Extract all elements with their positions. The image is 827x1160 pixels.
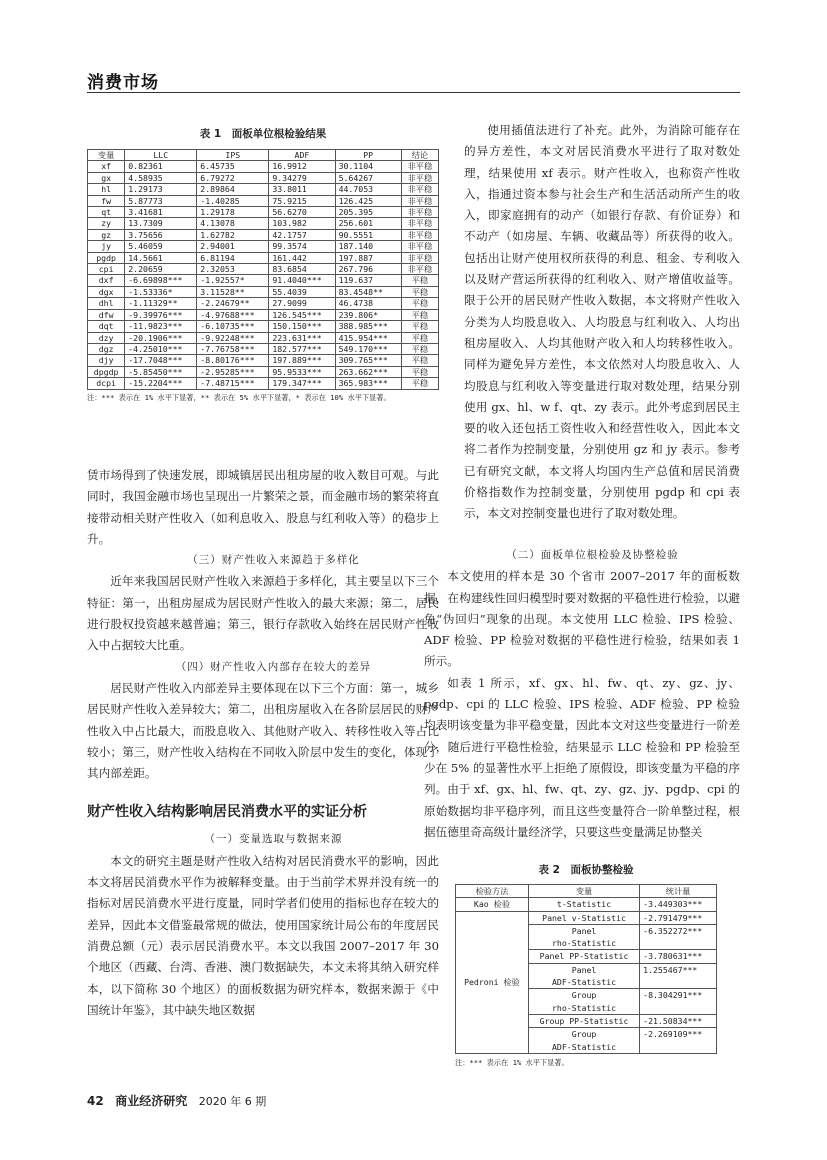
table-cell: 平稳 [401, 378, 438, 389]
table-cell-line: Panel v-Statistic [542, 912, 626, 923]
table-cell: -6.69898*** [125, 275, 197, 286]
table-cell: dqt [88, 321, 125, 332]
table-cell: dzy [88, 332, 125, 343]
table-cell: 388.985*** [335, 321, 401, 332]
table-cell: 非平稳 [401, 161, 438, 172]
table-cell: 2.94001 [197, 241, 269, 252]
table-row [88, 275, 439, 286]
table-cell: 13.7309 [125, 218, 197, 229]
table-cell: 126.425 [335, 195, 401, 206]
table-row [88, 195, 439, 206]
table-cell: 415.954*** [335, 332, 401, 343]
table-cell: 非平稳 [401, 229, 438, 240]
table-cell: 179.347*** [269, 378, 335, 389]
table-cell [528, 950, 639, 963]
left-paragraph-4: 本文的研究主题是财产性收入结构对居民消费水平的影响，因此本文将居民消费水平作为被解释变量。由于当前学术界并没有统一的指标对居民消费水平进行度量，同时学者们使用的指标也存在较大的差异，因此本文借鉴最常规的做法，使用国家统计局公布的年度居民消费总额（元）表示居民消费水平。本文以我国 2007–2017 年 30 个地区（西藏、台湾、香港、澳门数据缺失，本文未将其纳入研究样本，以下简称 30 个地区）的面板数据为研究样本，数据来源于《中国统计年鉴》，其中缺失地区数据 [87, 853, 439, 1017]
table-cell: 56.6270 [269, 207, 335, 218]
table-cell: 非平稳 [401, 241, 438, 252]
table1-header-cell: 变量 [88, 150, 125, 161]
table-cell: 5.64267 [335, 172, 401, 183]
table-cell: dgx [88, 286, 125, 297]
table-row [88, 218, 439, 229]
table-cell: 6.79272 [197, 172, 269, 183]
table-cell: 91.4040*** [269, 275, 335, 286]
table-cell: 平稳 [401, 343, 438, 354]
page-footer [87, 1092, 266, 1109]
table1-header-cell: IPS [197, 150, 269, 161]
table-cell: 161.442 [269, 252, 335, 263]
table-cell: 1.29178 [197, 207, 269, 218]
table-cell: 2.20659 [125, 264, 197, 275]
table-cell: 55.4039 [269, 286, 335, 297]
table-cell: 平稳 [401, 286, 438, 297]
table-row [88, 378, 439, 389]
table-cell: dgz [88, 343, 125, 354]
table1-block [87, 126, 439, 403]
table-cell [528, 924, 639, 950]
left-paragraph-3: 居民财产性收入内部差异主要体现在以下三个方面：第一，城乡居民财产性收入差异较大；第二，出租房屋收入在各阶层居民的财产性收入中占比最大，而股息收入、其他财产收入、转移性收入等占比较小；第三，财产性收入结构在不同收入阶层中发生的变化，体现了其内部差距。 [87, 680, 439, 781]
table-cell: 3.75656 [125, 229, 197, 240]
table-cell: 4.13078 [197, 218, 269, 229]
table-row [88, 343, 439, 354]
table-row [88, 172, 439, 183]
table-cell-line: rho-Statistic [552, 938, 617, 949]
table-cell: 365.983*** [335, 378, 401, 389]
left-paragraph-1: 赁市场得到了快速发展，即城镇居民出租房屋的收入数目可观。与此同时，我国金融市场也呈现出一片繁荣之景，而金融市场的繁荣将直接带动相关财产性收入（如利息收入、股息与红利收入等）的稳步上升。 [87, 468, 439, 546]
table-cell: dxf [88, 275, 125, 286]
table-cell: 平稳 [401, 355, 438, 366]
table-row [88, 309, 439, 320]
table2 [455, 884, 717, 1054]
table-cell: 309.765*** [335, 355, 401, 366]
table-cell: Kao 检验 [456, 898, 529, 911]
subheading-2: （二）面板单位根检验及协整检验 [506, 549, 679, 561]
table-cell: zy [88, 218, 125, 229]
subheading-5: （一）变量选取与数据来源 [204, 833, 343, 846]
table-cell: -2.24679** [197, 298, 269, 309]
table-cell: 99.3574 [269, 241, 335, 252]
table-cell-line: ADF-Statistic [552, 977, 617, 988]
right-paragraph-3: 如表 1 所示，xf、gx、hl、fw、qt、zy、gz、jy、pgdp、cpi 的 LLC 检验、IPS 检验、ADF 检验、PP 检验均表明该变量为非平稳变量，因此本文对这些变量进行一阶差分，随后进行平稳性检验，结果显示 LLC 检验和 PP 检验至少在 5% 的显著性水平上拒绝了原假设，即该变量为平稳的序列。由于 xf、gx、hl、fw、qt、zy、gz、jy、pgdp、cpi 的原始数据均非平稳序列，而且这些变量符合一阶单整过程，根据伍德里奇高级计量经济学，只要这些变量满足协整关 [424, 675, 740, 839]
table-cell: 1.29173 [125, 184, 197, 195]
table-cell: -4.97688*** [197, 309, 269, 320]
table-cell: 0.82361 [125, 161, 197, 172]
table-cell: -9.92248*** [197, 332, 269, 343]
table-cell: -9.39976*** [125, 309, 197, 320]
table1 [87, 149, 439, 390]
table-cell: 83.4548** [335, 286, 401, 297]
table-row [88, 207, 439, 218]
table-cell: 30.1104 [335, 161, 401, 172]
table-cell: 95.9533*** [269, 366, 335, 377]
table-cell [528, 911, 639, 924]
table-cell: 14.5661 [125, 252, 197, 263]
table-row [456, 898, 717, 911]
table-cell: -2.791479*** [640, 911, 717, 924]
table-cell: -5.85450*** [125, 366, 197, 377]
table-cell: -4.25010*** [125, 343, 197, 354]
table2-header-method: 检验方法 [456, 885, 529, 898]
table-cell: 平稳 [401, 366, 438, 377]
table-cell: 9.34279 [269, 172, 335, 183]
table-cell: dcpi [88, 378, 125, 389]
table-cell: 非平稳 [401, 264, 438, 275]
table1-header-cell: 结论 [401, 150, 438, 161]
table-cell: -1.40285 [197, 195, 269, 206]
table-cell [528, 1028, 639, 1054]
table-row [88, 355, 439, 366]
table-cell: jy [88, 241, 125, 252]
left-column [87, 465, 439, 1021]
table-cell: 187.140 [335, 241, 401, 252]
table1-header-cell: LLC [125, 150, 197, 161]
header-rule [87, 92, 740, 93]
table-cell: 256.601 [335, 218, 401, 229]
table-cell: 非平稳 [401, 172, 438, 183]
table-cell: gz [88, 229, 125, 240]
table-cell: -7.48715*** [197, 378, 269, 389]
table-cell: 83.6854 [269, 264, 335, 275]
table-row [88, 184, 439, 195]
table-cell: 5.46059 [125, 241, 197, 252]
table-cell: 非平稳 [401, 195, 438, 206]
table-cell: 6.81194 [197, 252, 269, 263]
table-cell: hl [88, 184, 125, 195]
right-column-lower [424, 545, 740, 843]
table-cell: gx [88, 172, 125, 183]
table-cell: 1.255467*** [640, 963, 717, 989]
table-row [88, 229, 439, 240]
table-cell: 223.631*** [269, 332, 335, 343]
table-cell: -2.269109*** [640, 1028, 717, 1054]
table-cell: -3.780631*** [640, 950, 717, 963]
table-cell: 非平稳 [401, 218, 438, 229]
table2-header-variable: 变量 [528, 885, 639, 898]
table-cell: dpgdp [88, 366, 125, 377]
table-cell: 27.9099 [269, 298, 335, 309]
table-cell: 1.62782 [197, 229, 269, 240]
table-cell: 103.982 [269, 218, 335, 229]
table-cell: -2.95285*** [197, 366, 269, 377]
table-cell-line: Panel PP-Statistic [539, 951, 629, 962]
table-cell: -1.53336* [125, 286, 197, 297]
table2-note: 注：*** 表示在 1% 水平下显著。 [455, 1057, 569, 1067]
table-cell [528, 1014, 639, 1027]
table-cell: 非平稳 [401, 252, 438, 263]
table-cell: 4.58935 [125, 172, 197, 183]
table-cell: 549.170*** [335, 343, 401, 354]
table2-caption: 表 2 面板协整检验 [538, 864, 634, 876]
right-paragraph-2: 本文使用的样本是 30 个省市 2007–2017 年的面板数据，在构建线性回归模型时要对数据的平稳性进行检验，以避免“伪回归”现象的出现。本文使用 LLC 检验、IPS 检验、ADF 检验、PP 检验对数据的平稳性进行检验，结果如表 1 所示。 [424, 569, 740, 669]
table-cell: 6.45735 [197, 161, 269, 172]
table-cell: t-Statistic [528, 898, 639, 911]
table-cell: 267.796 [335, 264, 401, 275]
journal-name: 商业经济研究 [115, 1094, 188, 1108]
table-cell: cpi [88, 264, 125, 275]
table-cell: -1.92557* [197, 275, 269, 286]
table-cell: 126.545*** [269, 309, 335, 320]
table-cell-line: Group [571, 990, 597, 1001]
subheading-3: （三）财产性收入来源趋于多样化 [187, 554, 360, 567]
table-cell: -6.352272*** [640, 924, 717, 950]
table-cell: djy [88, 355, 125, 366]
table-row [88, 161, 439, 172]
right-column [464, 120, 740, 525]
table-cell: -7.76758*** [197, 343, 269, 354]
table-cell-line: Group PP-Statistic [539, 1015, 629, 1026]
table-cell: 263.662*** [335, 366, 401, 377]
table-cell: fw [88, 195, 125, 206]
right-paragraph-1: 使用插值法进行了补充。此外，为消除可能存在的异方差性，本文对居民消费水平进行了取对数处理，结果使用 xf 表示。财产性收入，也称资产性收入，指通过资本参与社会生产和生活活动所产生的收入，即家庭拥有的动产（如银行存款、有价证券）和不动产（如房屋、车辆、收藏品等）所获得的收入。包括出让财产使用权所获得的利息、租金、专利收入以及财产营运所获得的红利收入、财产增值收益等。限于公开的居民财产性收入数据，本文将财产性收入分类为人均股息收入、人均股息与红利收入、人均出租房屋收入、人均其他财产收入和人均转移性收入。同样为避免异方差性，本文依然对人均股息收入、人均股息与红利收入等变量进行取对数处理，结果分别使用 gx、hl、w f、qt、zy 表示。此外考虑到居民主要的收入还包括工资性收入和经营性收入，因此本文将二者作为控制变量，分别使用 gz 和 jy 表示。参考已有研究文献，本文将人均国内生产总值和居民消费价格指数作为控制变量，分别使用 pgdp 和 cpi 表示，本文对控制变量也进行了取对数处理。 [464, 123, 740, 521]
table-row [88, 332, 439, 343]
table-cell: 197.889*** [269, 355, 335, 366]
left-paragraph-2: 近年来我国居民财产性收入来源趋于多样化，其主要呈以下三个特征：第一，出租房屋成为居民财产性收入的最大来源；第二，居民进行股权投资越来越普遍；第三，银行存款收入始终在居民财产性收入中占据较大比重。 [87, 574, 439, 653]
section-heading: 财产性收入结构影响居民消费水平的实证分析 [87, 804, 367, 821]
table-cell: qt [88, 207, 125, 218]
page-number: 42 [87, 1094, 104, 1108]
table-cell: -20.1906*** [125, 332, 197, 343]
table-cell-line: Panel [571, 925, 597, 936]
table-cell: 3.11528** [197, 286, 269, 297]
table1-caption: 表 1 面板单位根检验结果 [199, 128, 327, 140]
table-cell: 平稳 [401, 298, 438, 309]
table-cell: -17.7048*** [125, 355, 197, 366]
table-row [88, 321, 439, 332]
table-cell: 2.89864 [197, 184, 269, 195]
table-row [88, 286, 439, 297]
table-cell [528, 989, 639, 1015]
table-row [88, 298, 439, 309]
table-cell: 46.4738 [335, 298, 401, 309]
table-cell-line: rho-Statistic [552, 1002, 617, 1013]
table-cell [528, 963, 639, 989]
table-cell: -1.11329** [125, 298, 197, 309]
table1-header-cell: ADF [269, 150, 335, 161]
table-cell: 5.87773 [125, 195, 197, 206]
table-row [88, 252, 439, 263]
table-cell: dhl [88, 298, 125, 309]
table-cell: -15.2204*** [125, 378, 197, 389]
table-cell: 205.395 [335, 207, 401, 218]
table2-block [455, 862, 717, 1068]
table-cell: 182.577*** [269, 343, 335, 354]
table-cell: -11.9823*** [125, 321, 197, 332]
table-cell: 239.806* [335, 309, 401, 320]
table-cell: 平稳 [401, 309, 438, 320]
table-cell: 平稳 [401, 332, 438, 343]
table-cell: 16.9912 [269, 161, 335, 172]
table-row [88, 264, 439, 275]
table-cell: 90.5551 [335, 229, 401, 240]
table-cell: -3.449303*** [640, 898, 717, 911]
table-cell: Pedroni 检验 [456, 911, 529, 1053]
table-cell-line: ADF-Statistic [552, 1041, 617, 1052]
subheading-4: （四）财产性收入内部存在较大的差异 [175, 660, 372, 673]
table-cell: 平稳 [401, 321, 438, 332]
table-cell: -8.304291*** [640, 989, 717, 1015]
issue-label: 2020 年 6 期 [198, 1095, 267, 1108]
table-cell: 3.41681 [125, 207, 197, 218]
table-cell: 33.8011 [269, 184, 335, 195]
table-cell: 119.637 [335, 275, 401, 286]
table-cell: 75.9215 [269, 195, 335, 206]
table-cell-line: Group [571, 1029, 597, 1040]
table1-note: 注：*** 表示在 1% 水平下显著，** 表示在 5% 水平下显著，* 表示在 10% 水平下显著。 [87, 392, 391, 402]
table-cell: 150.150*** [269, 321, 335, 332]
section-title: 消费市场 [87, 73, 159, 93]
table-cell: 42.1757 [269, 229, 335, 240]
table-row [456, 911, 717, 924]
table-cell: 197.887 [335, 252, 401, 263]
table-cell: 非平稳 [401, 184, 438, 195]
table-cell: -8.80176*** [197, 355, 269, 366]
table-cell: 44.7053 [335, 184, 401, 195]
table1-header-cell: PP [335, 150, 401, 161]
table-row [88, 366, 439, 377]
table2-header-statistic: 统计量 [640, 885, 717, 898]
table-cell: -21.50834*** [640, 1014, 717, 1027]
table-cell: 平稳 [401, 275, 438, 286]
table-cell: -6.10735*** [197, 321, 269, 332]
table-cell: dfw [88, 309, 125, 320]
table-cell: 2.32053 [197, 264, 269, 275]
table-cell: pgdp [88, 252, 125, 263]
table-cell: 非平稳 [401, 207, 438, 218]
table-row [88, 241, 439, 252]
table-cell-line: Panel [571, 964, 597, 975]
table-cell: xf [88, 161, 125, 172]
